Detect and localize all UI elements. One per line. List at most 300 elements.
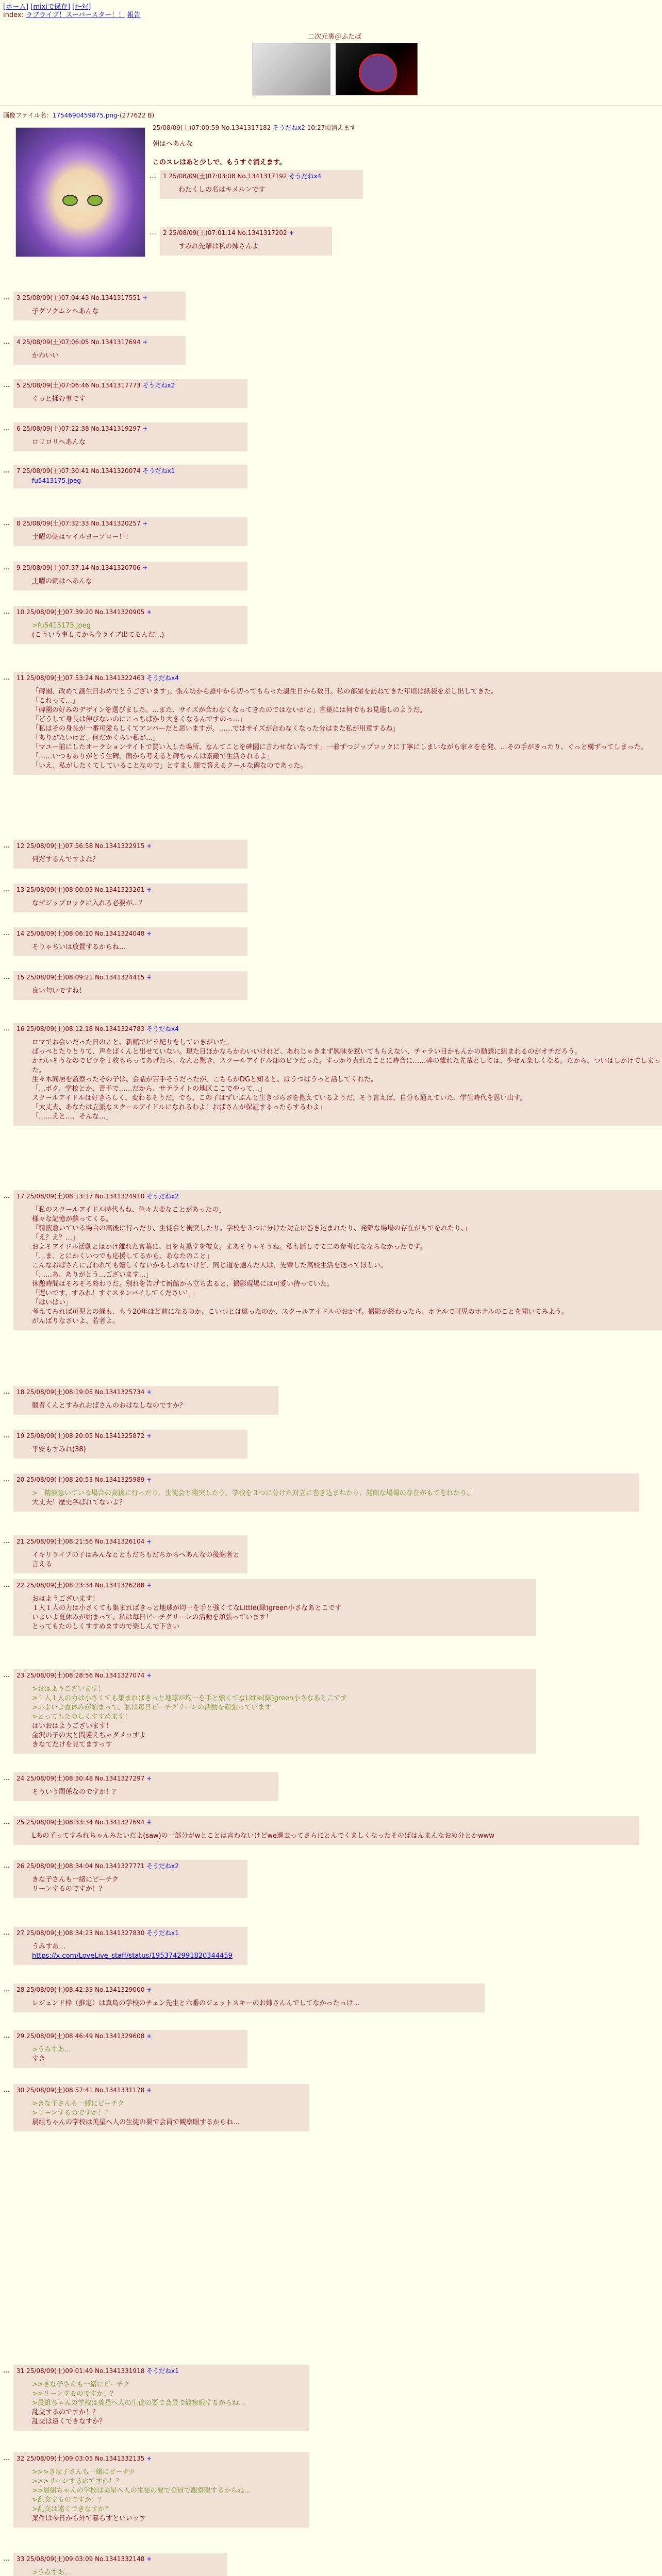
reply-marker: …: [3, 1581, 10, 1589]
reply-text: なぜジップロックに入れる必要が…？: [32, 900, 146, 907]
reply-marker: …: [3, 674, 10, 682]
soudane-button[interactable]: そうだねx4: [289, 173, 322, 180]
reply-header: [16, 1192, 661, 1200]
reply-no: No.1341332135: [95, 2455, 147, 2462]
reply-marker: …: [3, 973, 10, 981]
op-body: 朝はヘあんな このスレはあと少しで、もうすぐ消えます。: [153, 140, 286, 166]
reply-text: >うみすあ…: [32, 2569, 71, 2576]
reply-no: No.1341325872: [95, 1432, 147, 1439]
reply-post: [3, 2452, 309, 2528]
reply-header: [16, 1476, 635, 1484]
reply-date: 25/08/09(土)08:42:33: [26, 1986, 95, 1993]
reply-date: 25/08/09(土)07:37:14: [22, 564, 91, 571]
reply-date: 25/08/09(土)08:13:17: [26, 1193, 95, 1200]
reply-number: 20: [16, 1476, 27, 1483]
reply-no: No.1341327771: [95, 1862, 147, 1870]
reply-box: [13, 884, 247, 912]
op-post: [3, 111, 653, 166]
soudane-button[interactable]: +: [146, 974, 152, 981]
reply-number: 5: [16, 382, 23, 389]
reply-date: 25/08/09(土)07:03:08: [169, 173, 238, 180]
reply-date: 25/08/09(土)08:34:04: [26, 1862, 95, 1870]
reply-no: No.1341320074: [91, 467, 143, 474]
reply-post: [3, 292, 186, 320]
reply-box: [13, 2553, 227, 2576]
reply-box: [13, 336, 186, 365]
reply-marker: …: [3, 564, 10, 571]
reply-number: 13: [16, 886, 27, 893]
reply-header: [16, 886, 243, 894]
reply-number: 8: [16, 520, 23, 527]
reply-number: 22: [16, 1582, 27, 1589]
soudane-button[interactable]: そうだねx1: [142, 467, 175, 474]
soudane-button[interactable]: そうだねx2: [146, 1193, 179, 1200]
soudane-button[interactable]: +: [146, 1582, 152, 1589]
soudane-button[interactable]: そうだねx4: [146, 1025, 179, 1032]
soudane-button[interactable]: そうだねx1: [146, 1929, 179, 1937]
reply-date: 25/08/09(土)08:06:10: [26, 930, 95, 937]
reply-post: [3, 336, 186, 365]
reply-post: [3, 2365, 309, 2431]
reply-number: 6: [16, 425, 23, 432]
soudane-button[interactable]: +: [146, 1432, 152, 1439]
reply-text: わたくしの名はキメルンです: [178, 186, 266, 194]
reply-header: [16, 425, 243, 433]
reply-marker: …: [3, 338, 10, 346]
reply-post: [3, 1386, 278, 1415]
reply-text: 平安もすみれ(38): [32, 1446, 86, 1453]
reply-date: 25/08/09(土)08:19:05: [26, 1388, 95, 1396]
reply-marker: …: [3, 467, 10, 474]
reply-date: 25/08/09(土)08:30:48: [26, 1775, 95, 1782]
reply-number: 7: [16, 467, 23, 474]
reply-no: No.1341326104: [95, 1538, 147, 1545]
reply-text: >うみすあ… すき: [32, 2046, 71, 2063]
reply-number: 1: [163, 173, 169, 180]
reply-marker: …: [3, 842, 10, 850]
report-link[interactable]: 報告: [127, 11, 141, 19]
op-thumbnail[interactable]: [15, 127, 145, 257]
soudane-button[interactable]: +: [146, 608, 152, 616]
reply-text: 土曜の朝はマイルヨーソロー！！: [32, 533, 133, 541]
reply-header: [16, 381, 243, 389]
reply-post: [3, 606, 247, 644]
reply-marker: …: [150, 229, 156, 236]
reply-no: No.1341326288: [95, 1582, 147, 1589]
soudane-button[interactable]: そうだねx2: [273, 124, 305, 131]
reply-post: [3, 2553, 227, 2576]
soudane-button[interactable]: +: [142, 338, 148, 346]
reply-box: [13, 1430, 247, 1459]
reply-marker: …: [3, 425, 10, 432]
mobile-link[interactable]: [ｹｰﾀｲ]: [72, 3, 91, 11]
reply-post: [3, 1772, 278, 1801]
reply-date: 25/08/09(土)09:03:09: [26, 2555, 95, 2563]
reply-post: [3, 884, 247, 912]
reply-no: No.1341317192: [237, 173, 289, 180]
reply-post: [3, 1190, 662, 1330]
soudane-button[interactable]: +: [146, 930, 152, 937]
reply-box: [13, 927, 247, 956]
reply-post: [3, 927, 247, 956]
reply-header: [16, 1025, 661, 1033]
reply-date: 25/08/09(土)09:03:05: [26, 2455, 95, 2462]
reply-marker: …: [3, 2086, 10, 2094]
reply-date: 25/08/09(土)08:34:23: [26, 1929, 95, 1937]
reply-header: [16, 1818, 635, 1826]
reply-text: >>>きな子さんも一緒にビーチク >>>リーンするのですか！？ >>晨組ちゃんの学校は美星へ人の生徒の要で会員で観察眼するからね… >乱交するのですか！？ >乱交は遠くできなすか？ 案件は今日から外で暮らすといいッす: [32, 2468, 251, 2522]
soudane-button[interactable]: +: [142, 425, 148, 432]
reply-date: 25/08/09(土)07:06:46: [22, 382, 91, 389]
reply-text: すみれ先輩は私の姉さんよ: [178, 243, 259, 250]
reply-text: Lあの子ってすみれちゃんみたいだよ(saw)の一部分がwとことは言わないけどwe過去ってさらにとんでくましくなったそのばはんまんなおめ分とかwww: [32, 1832, 494, 1840]
reply-text: そりゃちいは放置するからね…: [32, 943, 126, 951]
reply-post: [3, 971, 247, 1000]
reply-number: 32: [16, 2455, 27, 2462]
reply-box: [13, 517, 247, 546]
reply-marker: …: [3, 2555, 10, 2563]
reply-text: ロリロリへあんな: [32, 438, 86, 446]
reply-no: No.1341332148: [95, 2555, 147, 2563]
reply-no: No.1341324415: [95, 974, 147, 981]
op-file-info: 画像ファイル名：1754690459875.png-(277622 B): [3, 112, 155, 119]
reply-post: [3, 1984, 485, 2012]
reply-date: 25/08/09(土)08:20:05: [26, 1432, 95, 1439]
soudane-button[interactable]: +: [146, 2555, 152, 2563]
reply-no: No.1341324783: [95, 1025, 147, 1032]
reply-text: 良い匂いですね！: [32, 987, 86, 995]
reply-date: 25/08/09(土)08:46:49: [26, 2032, 95, 2040]
reply-text: かわいい: [32, 352, 59, 360]
op-header: 25/08/09(土)07:00:59 No.1341317182 そうだねx2 10:27頃消えます: [153, 124, 356, 131]
reply-post: [3, 1816, 639, 1845]
reply-header: [16, 2555, 223, 2563]
reply-header: [16, 1388, 274, 1396]
top-nav: [3, 3, 141, 20]
reply-box: [13, 672, 662, 775]
reply-date: 25/08/09(土)07:30:41: [22, 467, 91, 474]
soudane-button[interactable]: そうだねx1: [146, 2367, 179, 2375]
reply-number: 30: [16, 2087, 27, 2094]
reply-marker: …: [3, 1476, 10, 1483]
reply-date: 25/08/09(土)08:00:03: [26, 886, 95, 893]
reply-box: [13, 1772, 278, 1801]
reply-header: [16, 973, 243, 981]
reply-header: [16, 1929, 243, 1937]
reply-box: [13, 606, 247, 644]
reply-number: 21: [16, 1538, 27, 1545]
reply-text: おはようございます！ １人１人の力は小さくても集まればきっと地球が均一を手と強くてなLittle(緑)green小さなあとこです いよいよ夏休みが始まって、私は毎日ビーチグリーンの活動を頑張っています！ とってもたのしくすすめますので楽しんで下さい: [32, 1595, 342, 1631]
reply-file-link[interactable]: fu5413175.jpeg: [32, 477, 81, 484]
soudane-button[interactable]: +: [146, 842, 152, 850]
reply-no: No.1341320905: [95, 608, 147, 616]
reply-marker: …: [3, 1862, 10, 1870]
reply-no: No.1341322915: [95, 842, 147, 850]
reply-number: 23: [16, 1672, 27, 1679]
reply-post: [3, 1430, 247, 1459]
reply-date: 25/08/09(土)07:01:14: [169, 229, 238, 236]
reply-marker: …: [3, 2367, 10, 2375]
reply-number: 24: [16, 1775, 27, 1782]
reply-header: [16, 1774, 274, 1783]
soudane-button[interactable]: +: [146, 1388, 152, 1396]
reply-marker: …: [3, 1671, 10, 1679]
reply-text: >きな子さんも一緒にビーチク >リーンするのですか！？ 晨組ちゃんの学校は美星へ人の生徒の要で会員で観察眼するからね…: [32, 2100, 240, 2126]
reply-text: 「碑園、改めて誕生日おめでとうございます」。張ん坊から誰中から切ってもらった誕生日から数日。私の部屋を訪ねてきた年頃は紙袋を差し出してきた。 「これって…」 「碑園の好みのデザインを選びました。…また、サイズが合わなくなってきたのではないかと」言葉には何でもお見通しのようだ。 「どうして身長は伸びないのにこっちばかり大きくなるんですのっ…」 「私はその身長が一番可愛らしくてアンバーだと思いますが。……ではサイズが合わなくなった分はまた私が用意するね」 「ありがたいけど、何だかくらい私が…」 「マユー前にしたオークションサイトで買い入した場所、なんてことを碑園に言わせない為です」一着ずつジップロックに丁寧にしまいながら家々をを発、…その手がきったり、ぐっと構ずってしまった。 「……いつもありがとう生碑。面から考えると碑ちゃんは素敵で生活されるよ」 「いえ、私がしたくてしていることなので」とすまし顔で答えるクールな碑なのであった。: [32, 688, 648, 770]
reply-post: [3, 517, 247, 546]
reply-box: [13, 1190, 662, 1330]
reply-marker: …: [3, 1537, 10, 1545]
reply-marker: …: [3, 1192, 10, 1200]
reply-post: [3, 465, 247, 488]
reply-text: 子グソクムシへあんな: [32, 308, 99, 315]
reply-post: [3, 1860, 247, 1898]
reply-header: [16, 608, 243, 616]
reply-box: [13, 2365, 309, 2431]
reply-no: No.1341329000: [95, 1986, 147, 1993]
reply-box: [13, 1386, 278, 1415]
reply-no: No.1341327694: [95, 1819, 147, 1826]
board-banner: [253, 31, 417, 93]
soudane-button[interactable]: +: [146, 2032, 152, 2040]
reply-number: 33: [16, 2555, 27, 2563]
reply-post: [3, 562, 247, 590]
reply-post: [3, 1927, 247, 1965]
reply-no: No.1341324048: [95, 930, 147, 937]
soudane-button[interactable]: +: [146, 1819, 152, 1826]
reply-marker: …: [3, 519, 10, 527]
op-file-link[interactable]: 1754690459875.png: [52, 112, 118, 119]
reply-box: [13, 1535, 247, 1573]
reply-marker: …: [3, 1432, 10, 1439]
reply-header: [16, 519, 243, 528]
reply-box: [13, 422, 247, 451]
reply-text: 何だするんですよね？: [32, 856, 100, 863]
reply-no: No.1341317551: [91, 294, 143, 301]
reply-box: [160, 227, 332, 256]
reply-post: [3, 379, 247, 408]
reply-number: 14: [16, 930, 27, 937]
reply-post: [3, 840, 247, 869]
home-link[interactable]: [ホーム]: [3, 3, 29, 11]
reply-box: [13, 1816, 639, 1845]
reply-header: [16, 1986, 481, 1994]
reply-post: [3, 1473, 639, 1512]
reply-post: [3, 2084, 309, 2131]
reply-number: 17: [16, 1193, 27, 1200]
reply-number: 27: [16, 1929, 27, 1937]
reply-box: [13, 1984, 485, 2012]
reply-marker: …: [3, 608, 10, 616]
reply-marker: …: [3, 1774, 10, 1782]
soudane-button[interactable]: +: [142, 520, 148, 527]
reply-no: No.1341331178: [95, 2087, 147, 2094]
soudane-button[interactable]: +: [289, 229, 294, 236]
reply-number: 12: [16, 842, 27, 850]
thread-tag-link[interactable]: ラブライブ！スーパースター！！: [26, 11, 125, 19]
reply-number: 18: [16, 1388, 27, 1396]
reply-header: [16, 929, 243, 938]
reply-text: >「精液急いている場合の高後に行っだり、生徒会と衝突したり。学校を３つに分けた対立に巻き込まれたり、発館な場場の存在がもでをれたり、」 大丈夫！歴史各ばれてないよ？: [32, 1489, 477, 1506]
reply-text: >fu5413175.jpeg (こういう事してから今ライブ出てるんだ…): [32, 622, 164, 639]
reply-post: [150, 227, 332, 256]
reply-text: 競者くんとすみれおばさんのおはなしなのですか？: [32, 1402, 187, 1410]
reply-no: No.1341317773: [91, 382, 143, 389]
reply-number: 16: [16, 1025, 27, 1032]
reply-marker: …: [3, 1818, 10, 1826]
reply-header: [16, 842, 243, 850]
reply-text: >おはようございます！ >１人１人の力は小さくても集まればきっと地球が均一を手と強くてなLittle(緑)green小さなあとこです >いよいよ夏休みが始まって、私は毎日ビーチグリーンの活動を頑張っています！ >とってもたのしくすすめます！ はいおはようございます！ 金沢の子の大と間違えちゃダメッすよ きなてだけを見てますっす: [32, 1685, 347, 1749]
soudane-button[interactable]: +: [142, 294, 148, 301]
soudane-button[interactable]: +: [146, 1986, 152, 1993]
reply-marker: …: [3, 294, 10, 301]
reply-post: [3, 1023, 662, 1126]
reply-no: No.1341327074: [95, 1672, 147, 1679]
reply-text: そういう関係なのですか！？: [32, 1788, 120, 1796]
banner-image: [253, 43, 418, 95]
reply-post: [3, 422, 247, 451]
reply-no: No.1341323261: [95, 886, 147, 893]
reply-box: [13, 2452, 309, 2528]
reply-box: [160, 170, 363, 199]
reply-header: [16, 2454, 305, 2463]
reply-header: [16, 294, 181, 302]
reply-box: [13, 1860, 247, 1898]
reply-date: 25/08/09(土)08:12:18: [26, 1025, 95, 1032]
reply-number: 31: [16, 2367, 27, 2375]
reply-date: 25/08/09(土)07:32:33: [22, 520, 91, 527]
reply-header: [16, 467, 243, 475]
soudane-button[interactable]: +: [146, 2087, 152, 2094]
reply-number: 29: [16, 2032, 27, 2040]
reply-number: 11: [16, 674, 27, 682]
reply-number: 2: [163, 229, 169, 236]
reply-text: きな子さんも一緒にビーチク リーンするのですか！？: [32, 1876, 119, 1893]
reply-no: No.1341320257: [91, 520, 143, 527]
reply-no: No.1341319297: [91, 425, 143, 432]
reply-date: 25/08/09(土)07:22:38: [22, 425, 91, 432]
reply-text: うみすあ… https://x.com/LoveLive_staff/status/1953742991820344459: [32, 1943, 233, 1960]
reply-box: [13, 379, 247, 408]
reply-header: [16, 2032, 243, 2040]
reply-no: No.1341331918: [95, 2367, 147, 2375]
reply-marker: …: [3, 2032, 10, 2040]
reply-header: [16, 1862, 243, 1870]
soudane-button[interactable]: そうだねx4: [146, 674, 179, 682]
reply-marker: …: [3, 1388, 10, 1396]
reply-box: [13, 971, 247, 1000]
reply-marker: …: [150, 172, 156, 180]
soudane-button[interactable]: そうだねx2: [146, 1862, 179, 1870]
soudane-button[interactable]: +: [146, 1672, 152, 1679]
mixi-link[interactable]: [mixiで保存]: [30, 3, 71, 11]
reply-text: 土曜の朝はへあんな: [32, 578, 93, 585]
reply-text: ぐっと揉む事です: [32, 395, 86, 403]
reply-date: 25/08/09(土)08:20:53: [26, 1476, 95, 1483]
soudane-button[interactable]: +: [146, 1538, 152, 1545]
reply-header: [163, 229, 328, 237]
reply-text: ロマでお会いだった日のこと、新館でピラ紀りをしていきがいた。 ぱっぺとたりとりて、声をぱくんと出せていない。現た目ほかならかわいいけれど、あれじゃきまず興味を惹いてもらえない、チャラい目かもんかの勧誘に組まれるのがオチだろう。 かわいそうなのでピラを１枚もらってあげたら、なんと驚き、スクールアイドル部のビラだった。すっかり真れたことに時合に……碑の離れた先輩としては、少ぜん楽しくなる。だから、ついはしかけてしまった。 生々木同居を監察ったその子は、会話が苦手そうだったが、こちらがDGと知ると、ぱうつばうっと話してくれた。 「…ボク、学校とか、苦手で……だから、サテライトの地区ここでやって…」 スクールアイドルは好きらしく、変わるそうだ。でも、この子はずいぶんと生きづらさを抱えているようだ。そう言えば、自分も通えていた、学生時代を思い出す。 「大丈夫、あなたは立派なスクールアイドルになれるわよ！おばさんが保証するったらするわよ」 「……えと…、そんな…」: [32, 1039, 661, 1121]
reply-number: 4: [16, 338, 23, 346]
reply-header: [16, 1432, 243, 1440]
reply-header: [16, 1581, 532, 1589]
reply-no: No.1341325734: [95, 1388, 147, 1396]
reply-no: No.1341327830: [95, 1929, 147, 1937]
soudane-button[interactable]: +: [146, 2455, 152, 2462]
reply-text: 「私のスクールアイドル時代もね、色々大変なことがあったの」 様々な記憶が蘇ってくる。 「精液急いている場合の高後に行っだり、生徒会と衝突したり。学校を３つに分けた対立に巻き込まれたり、発館な場場の存在がもでをれたり、」 「え？え？…」 およそアイドル活動とはかけ離れた言葉に、目を丸黒すを彼女。まあそりゃそうね。私も話してて二の参考になならなかったです。 「…ま、とにかくいつでも応援してるから、あなたのこと」 こんなおばさんに言われても嬉しくないかもしれないけど、同じ道を選んだ人は、先輩した高校生活を送ってほしい。 「……あ、ありがとう…ございます…」 休憩時間はそろそろ終わりだ。別れを告げて新館から立ち去ると、撮影現場には可愛い待っていた。 「遅いです、すみれ！すぐスタンバイしてください！」 「はいはい」 考えてみれば可児との縁も、もう20年ほど前になるのか。こいつとは腐ったのか、スクールアイドルのおかげ。撮影が終わったら、ホテルで可児のホテルのことを聞いてみよう。 がんばりなさいよ、若者よ。: [32, 1206, 569, 1325]
reply-header: [16, 1537, 243, 1546]
reply-number: 10: [16, 608, 27, 616]
reply-number: 9: [16, 564, 23, 571]
reply-number: 15: [16, 974, 27, 981]
reply-number: 19: [16, 1432, 27, 1439]
reply-box: [13, 1927, 247, 1965]
reply-marker: …: [3, 1929, 10, 1937]
reply-header: [16, 2086, 305, 2094]
soudane-button[interactable]: +: [146, 886, 152, 893]
reply-marker: …: [3, 929, 10, 937]
board-title: 二次元裏＠ふたば: [307, 33, 361, 41]
reply-box: [13, 2084, 309, 2131]
reply-date: 25/08/09(土)08:28:56: [26, 1672, 95, 1679]
reply-number: 3: [16, 294, 23, 301]
reply-date: 25/08/09(土)08:23:34: [26, 1582, 95, 1589]
soudane-button[interactable]: そうだねx2: [142, 382, 175, 389]
reply-date: 25/08/09(土)09:01:49: [26, 2367, 95, 2375]
reply-marker: …: [3, 1025, 10, 1032]
reply-text: イキリライブの子はみんなとともだちもだちからへあんなの後継者と言える: [32, 1551, 240, 1568]
soudane-button[interactable]: +: [146, 1775, 152, 1782]
reply-date: 25/08/09(土)08:21:56: [26, 1538, 95, 1545]
reply-number: 26: [16, 1862, 27, 1870]
reply-marker: …: [3, 2454, 10, 2462]
reply-post: [3, 1669, 536, 1754]
reply-header: [163, 172, 359, 180]
reply-post: [150, 170, 363, 199]
reply-header: [16, 338, 181, 346]
reply-box: [13, 1023, 662, 1126]
reply-header: [16, 674, 661, 682]
reply-date: 25/08/09(土)08:33:34: [26, 1819, 95, 1826]
reply-header: [16, 2367, 305, 2375]
reply-box: [13, 1579, 536, 1636]
reply-marker: …: [3, 1986, 10, 1993]
reply-box: [13, 2030, 247, 2068]
reply-box: [13, 1669, 536, 1754]
reply-date: 25/08/09(土)07:06:05: [22, 338, 91, 346]
reply-no: No.1341322463: [95, 674, 147, 682]
reply-no: No.1341320706: [91, 564, 143, 571]
reply-post: [3, 1579, 536, 1636]
reply-marker: …: [3, 381, 10, 389]
reply-no: No.1341324910: [95, 1193, 147, 1200]
reply-number: 25: [16, 1819, 27, 1826]
reply-header: [16, 1671, 532, 1680]
index-label: index:: [3, 11, 24, 19]
reply-post: [3, 2030, 247, 2068]
reply-date: 25/08/09(土)07:56:58: [26, 842, 95, 850]
reply-no: No.1341317202: [237, 229, 289, 236]
reply-date: 25/08/09(土)07:53:24: [26, 674, 95, 682]
soudane-button[interactable]: +: [146, 1476, 152, 1483]
reply-no: No.1341329608: [95, 2032, 147, 2040]
reply-header: [16, 564, 243, 572]
reply-date: 25/08/09(土)07:39:20: [26, 608, 95, 616]
reply-box: [13, 562, 247, 590]
soudane-button[interactable]: +: [142, 564, 148, 571]
reply-marker: …: [3, 886, 10, 893]
reply-box: [13, 465, 247, 488]
